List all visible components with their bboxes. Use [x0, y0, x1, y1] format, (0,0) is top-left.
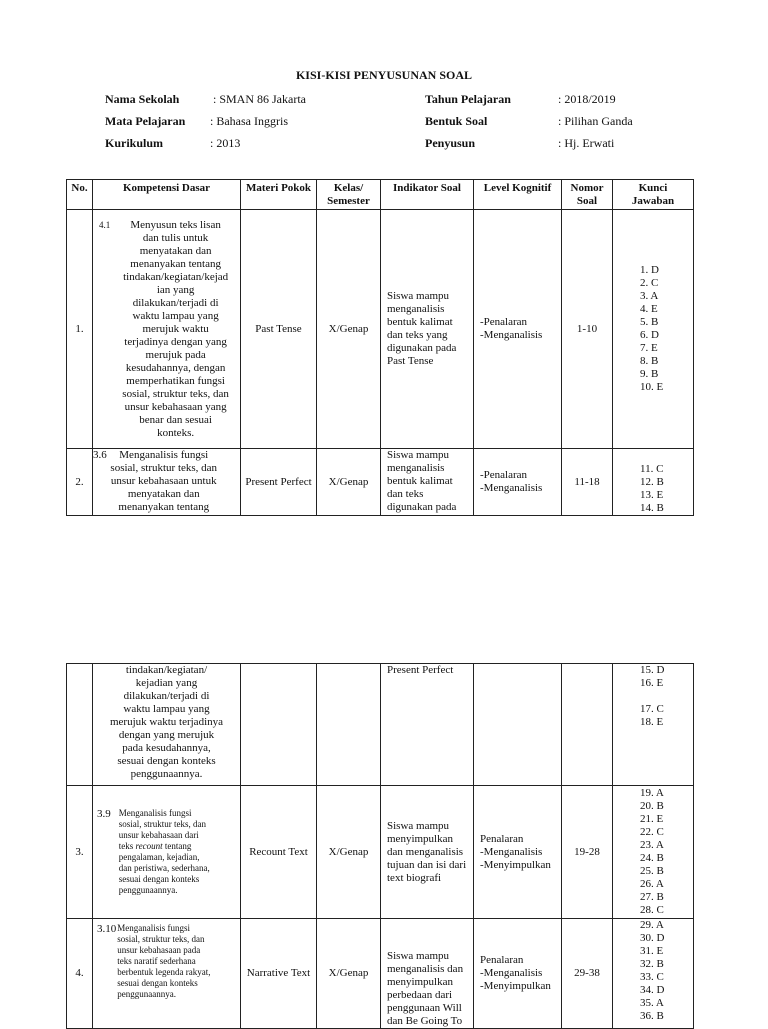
- answer-key-item: 29. A: [640, 919, 664, 931]
- col-header-level-kognitif: Level Kognitif: [474, 180, 562, 210]
- value-tahun-pelajaran: : 2018/2019: [558, 92, 616, 106]
- value-mata-pelajaran: : Bahasa Inggris: [210, 114, 288, 128]
- label-nama-sekolah: Nama Sekolah: [105, 92, 180, 106]
- row2-cont-nomor-soal: [562, 664, 613, 786]
- col-header-materi-pokok: Materi Pokok: [241, 180, 317, 210]
- table-row: [67, 664, 694, 786]
- table-header-row: [67, 180, 694, 210]
- answer-key-item: 33. C: [640, 971, 664, 983]
- row1-kompetensi-dasar: [93, 210, 241, 449]
- label-kurikulum: Kurikulum: [105, 136, 164, 150]
- answer-key-item: 6. D: [640, 329, 659, 341]
- answer-key-item: 20. B: [640, 800, 664, 812]
- row3-kelas: X/Genap: [317, 786, 381, 919]
- table-row: [67, 449, 694, 516]
- row4-kd-number: 3.10: [97, 923, 117, 935]
- answer-key-item: 12. B: [640, 476, 664, 488]
- label-bentuk-soal: Bentuk Soal: [425, 114, 488, 128]
- row3-kompetensi-dasar: [93, 786, 241, 919]
- document-title: KISI-KISI PENYUSUNAN SOAL: [295, 68, 473, 82]
- answer-key-item: 11. C: [640, 463, 664, 475]
- row2-cont-kunci-jawaban: [613, 664, 694, 786]
- row4-no: 4.: [67, 919, 93, 1029]
- row4-kelas: X/Genap: [317, 919, 381, 1029]
- answer-key-item: 19. A: [640, 787, 664, 799]
- row1-level-kognitif: -Penalaran -Menganalisis: [474, 210, 562, 449]
- row2-kd-text: Menganalisis fungsi sosial, struktur teks, dan unsur kebahasaan untuk menyatakan dan menanyakan tentang: [110, 449, 218, 513]
- answer-key-item: 16. E: [640, 677, 664, 689]
- answer-key-item: 2. C: [640, 277, 659, 289]
- row2-kd-number: 3.6: [93, 449, 107, 461]
- col-header-indikator-soal: Indikator Soal: [381, 180, 474, 210]
- value-kurikulum: : 2013: [210, 136, 241, 150]
- row4-kunci-jawaban: [613, 919, 694, 1029]
- row4-nomor-soal: 29-38: [562, 919, 613, 1029]
- row4-level-kognitif: Penalaran -Menganalisis -Menyimpulkan: [474, 919, 562, 1029]
- answer-key-item: 13. E: [640, 489, 664, 501]
- label-penyusun: Penyusun: [425, 136, 476, 150]
- answer-key-item: 27. B: [640, 891, 664, 903]
- row1-kunci-jawaban: [613, 210, 694, 449]
- answer-key-item: 34. D: [640, 984, 665, 996]
- answer-key-item: 15. D: [640, 664, 665, 676]
- row1-kd-text: Menyusun teks lisan dan tulis untuk menyatakan dan menanyakan tentang tindakan/kegiatan/kejad ian yang dilakukan/terjadi di waktu lampau yang merujuk waktu terjadinya dengan yang merujuk pada kesudahannya, dengan memperhatikan fungsi sosial, struktur teks, dan unsur kebahasaan yang benar dan sesuai konteks.: [122, 218, 229, 439]
- row2-kelas: X/Genap: [317, 449, 381, 516]
- answer-key-item: 23. A: [640, 839, 664, 851]
- row3-level-kognitif: Penalaran -Menganalisis -Menyimpulkan: [474, 786, 562, 919]
- row2-indikator: Siswa mampu menganalisis bentuk kalimat dan teks digunakan pada: [381, 449, 474, 516]
- answer-key-item: 7. E: [640, 342, 658, 354]
- answer-key-item: 10. E: [640, 381, 664, 393]
- row4-materi-pokok: Narrative Text: [241, 919, 317, 1029]
- value-penyusun: : Hj. Erwati: [558, 136, 615, 150]
- row3-kd-number: 3.9: [97, 808, 111, 820]
- answer-key-item: 17. C: [640, 703, 664, 715]
- answer-key-item: 28. C: [640, 904, 664, 916]
- answer-key-item: 26. A: [640, 878, 664, 890]
- row4-indikator: Siswa mampu menganalisis dan menyimpulkan perbedaan dari penggunaan Will dan Be Going To: [381, 919, 474, 1029]
- row1-indikator: Siswa mampu menganalisis bentuk kalimat dan teks yang digunakan pada Past Tense: [381, 210, 474, 449]
- row2-cont-level-kognitif: [474, 664, 562, 786]
- row1-kelas: X/Genap: [317, 210, 381, 449]
- kisi-kisi-table-page-2: [66, 663, 694, 1029]
- answer-key-item: 36. B: [640, 1010, 664, 1022]
- value-nama-sekolah: : SMAN 86 Jakarta: [213, 92, 306, 106]
- row3-no: 3.: [67, 786, 93, 919]
- answer-key-item: 21. E: [640, 813, 664, 825]
- col-header-nomor-soal: Nomor Soal: [562, 180, 613, 210]
- answer-key-item: 14. B: [640, 502, 664, 514]
- answer-key-item: 22. C: [640, 826, 664, 838]
- answer-key-item: 24. B: [640, 852, 664, 864]
- row3-kd-text-pre: Menganalisis fungsi sosial, struktur teks, dan unsur kebahasaan dari teks: [118, 808, 206, 851]
- answer-key-item: 8. B: [640, 355, 659, 367]
- col-header-kompetensi-dasar: Kompetensi Dasar: [93, 180, 241, 210]
- row2-cont-materi-pokok: [241, 664, 317, 786]
- row2-kunci-jawaban: [613, 449, 694, 516]
- answer-key-item: 9. B: [640, 368, 659, 380]
- answer-key-item: 32. B: [640, 958, 664, 970]
- row1-materi-pokok: Past Tense: [241, 210, 317, 449]
- kisi-kisi-table-page-1: [66, 179, 694, 516]
- table-row: [67, 919, 694, 1029]
- row3-kunci-jawaban: [613, 786, 694, 919]
- row3-kd-text: [119, 808, 237, 896]
- table-row: [67, 786, 694, 919]
- row2-cont-indikator: Present Perfect: [381, 664, 474, 786]
- col-header-kelas-semester: Kelas/ Semester: [317, 180, 381, 210]
- row3-kd-text-em: recount: [135, 841, 163, 851]
- label-mata-pelajaran: Mata Pelajaran: [105, 114, 186, 128]
- row2-no: 2.: [67, 449, 93, 516]
- row2-materi-pokok: Present Perfect: [241, 449, 317, 516]
- row1-no: 1.: [67, 210, 93, 449]
- row2-cont-kompetensi-dasar: tindakan/kegiatan/ kejadian yang dilakukan/terjadi di waktu lampau yang merujuk waktu terjadinya dengan yang merujuk pada kesudahannya, sesuai dengan konteks penggunaannya.: [93, 664, 241, 786]
- table-row: [67, 210, 694, 449]
- answer-key-item: 5. B: [640, 316, 659, 328]
- answer-key-item: 4. E: [640, 303, 658, 315]
- row2-level-kognitif: -Penalaran -Menganalisis: [474, 449, 562, 516]
- row3-materi-pokok: Recount Text: [241, 786, 317, 919]
- col-header-kunci-jawaban: Kunci Jawaban: [613, 180, 694, 210]
- answer-key-item: 31. E: [640, 945, 664, 957]
- row2-cont-kelas: [317, 664, 381, 786]
- answer-key-item: 1. D: [640, 264, 659, 276]
- answer-key-item: 18. E: [640, 716, 664, 728]
- row2-cont-no: [67, 664, 93, 786]
- value-bentuk-soal: : Pilihan Ganda: [558, 114, 633, 128]
- row3-indikator: Siswa mampu menyimpulkan dan menganalisis tujuan dan isi dari text biografi: [381, 786, 474, 919]
- row3-kd-text-post: tentang pengalaman, kejadian, dan peristiwa, sederhana, sesuai dengan konteks penggunaannya.: [118, 841, 210, 895]
- row4-kompetensi-dasar: [93, 919, 241, 1029]
- label-tahun-pelajaran: Tahun Pelajaran: [425, 92, 511, 106]
- row4-kd-text: Menganalisis fungsi sosial, struktur teks, dan unsur kebahasaan pada teks naratif sederhana berbentuk legenda rakyat, sesuai dengan konteks penggunaannya.: [117, 923, 211, 999]
- row1-nomor-soal: 1-10: [562, 210, 613, 449]
- col-header-no: No.: [67, 180, 93, 210]
- row1-kd-number: 4.1: [99, 219, 111, 230]
- row2-nomor-soal: 11-18: [562, 449, 613, 516]
- answer-key-item: 25. B: [640, 865, 664, 877]
- answer-key-item: 3. A: [640, 290, 659, 302]
- answer-key-item: 30. D: [640, 932, 665, 944]
- row2-kompetensi-dasar: [93, 449, 241, 516]
- answer-key-item: 35. A: [640, 997, 664, 1009]
- row3-nomor-soal: 19-28: [562, 786, 613, 919]
